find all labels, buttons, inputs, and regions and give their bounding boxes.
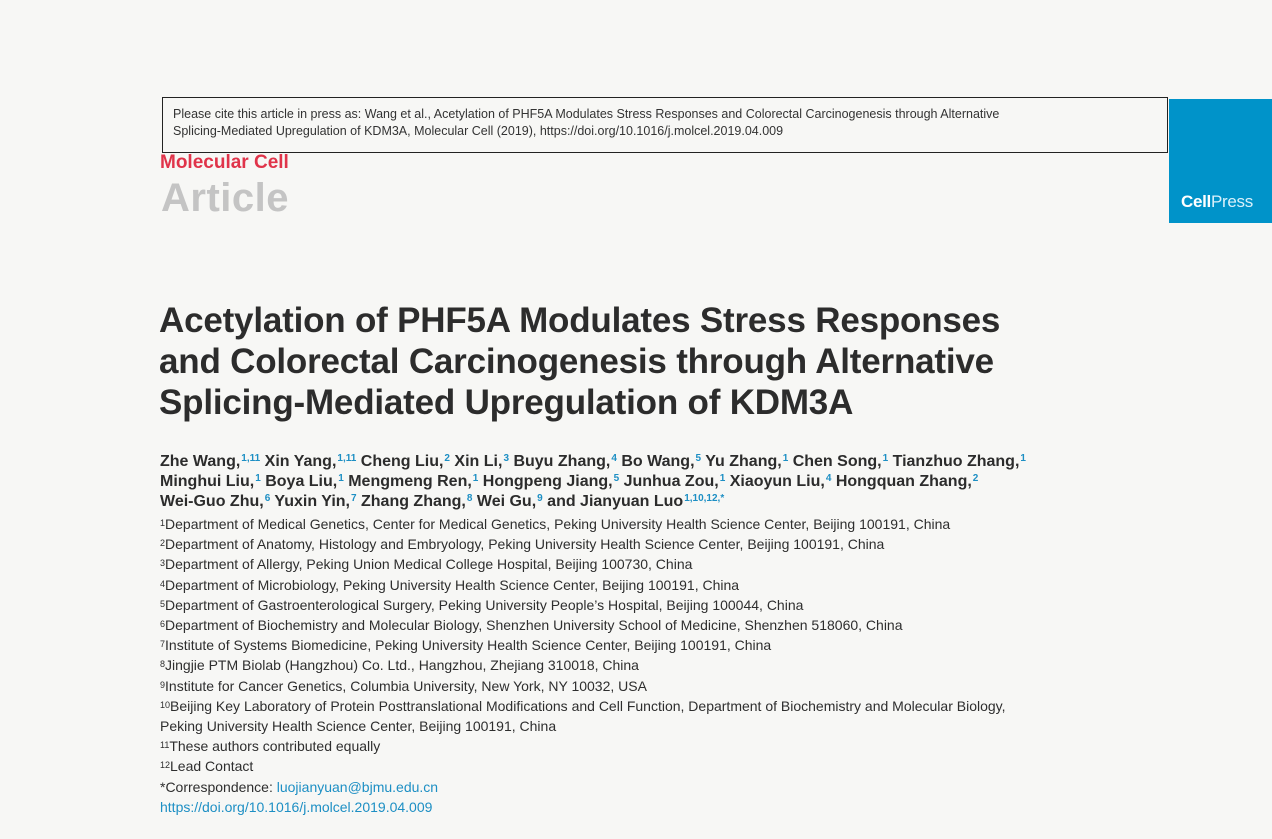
author-name: Yuxin Yin, <box>270 493 350 510</box>
author-name: Wei Gu, <box>472 493 537 510</box>
doi-link[interactable]: https://doi.org/10.1016/j.molcel.2019.04.009 <box>160 798 433 815</box>
author-affiliation-ref[interactable]: 1,11 <box>241 453 261 464</box>
author-affiliation-ref[interactable]: 1 <box>1020 453 1026 464</box>
author-name: and Jianyuan Luo <box>542 493 684 510</box>
author-name: Hongquan Zhang, <box>831 473 972 490</box>
author-name: Yu Zhang, <box>701 453 782 470</box>
author-affiliation-ref[interactable]: 9 <box>537 493 543 504</box>
affiliation-item <box>160 716 1170 736</box>
affiliation-text: These authors contributed equally <box>169 738 381 755</box>
author-affiliation-ref[interactable]: 1 <box>338 473 344 484</box>
author-name: Minghui Liu, <box>160 473 255 490</box>
affiliation-text: Peking University Health Science Center, Beijing 100191, China <box>160 718 557 735</box>
author-affiliation-ref[interactable]: 1 <box>719 473 726 484</box>
affiliation-item <box>160 756 1170 776</box>
affiliation-text: Department of Microbiology, Peking University Health Science Center, Beijing 100191, China <box>165 576 740 593</box>
author-name: Xin Li, <box>449 453 503 470</box>
author-affiliation-ref[interactable]: 1,10,12,* <box>684 493 725 504</box>
affiliation-list <box>160 514 1170 817</box>
author-line <box>160 452 1170 472</box>
author-name: Chen Song, <box>788 453 882 470</box>
author-affiliation-ref[interactable]: 5 <box>695 453 702 464</box>
affiliation-item <box>160 635 1170 655</box>
affiliation-number: 4 <box>160 578 166 589</box>
author-affiliation-ref[interactable]: 3 <box>503 453 509 464</box>
author-line <box>160 472 1170 492</box>
affiliation-number: 10 <box>160 699 171 710</box>
author-affiliation-ref[interactable]: 6 <box>264 493 271 504</box>
article-title <box>159 300 1159 423</box>
author-name: Wei-Guo Zhu, <box>160 493 264 510</box>
affiliation-number: 3 <box>160 558 166 569</box>
author-name: Hongpeng Jiang, <box>478 473 613 490</box>
affiliation-text: Institute of Systems Biomedicine, Peking University Health Science Center, Beijing 100191, China <box>165 637 772 654</box>
correspondence <box>160 777 1170 797</box>
author-name: Xin Yang, <box>260 453 337 470</box>
affiliation-text: Jingjie PTM Biolab (Hangzhou) Co. Ltd., Hangzhou, Zhejiang 310018, China <box>165 657 639 674</box>
doi-row <box>160 797 1170 817</box>
affiliation-text: Lead Contact <box>170 758 254 775</box>
affiliation-number: 5 <box>160 598 166 609</box>
affiliation-number: 9 <box>160 679 166 690</box>
affiliation-item <box>160 534 1170 554</box>
author-name: Tianzhuo Zhang, <box>888 453 1020 470</box>
author-affiliation-ref[interactable]: 7 <box>350 493 357 504</box>
affiliation-text: Department of Gastroenterological Surgery, Peking University People’s Hospital, Beijing 100044, China <box>165 596 804 613</box>
author-line <box>160 492 1170 512</box>
author-name: Xiaoyun Liu, <box>725 473 825 490</box>
author-affiliation-ref[interactable]: 5 <box>613 473 620 484</box>
author-name: Zhe Wang, <box>160 453 241 470</box>
author-affiliation-ref[interactable]: 1 <box>255 473 261 484</box>
author-affiliation-ref[interactable]: 4 <box>825 473 832 484</box>
affiliation-text: Beijing Key Laboratory of Protein Posttranslational Modifications and Cell Function, Department of Biochemistry and Molecular Biology, <box>170 697 1006 714</box>
citation-line-2: Splicing-Mediated Upregulation of KDM3A, Molecular Cell (2019), https://doi.org/10.1016/j.molcel.2019.04.009 <box>173 124 784 138</box>
affiliation-text: Department of Allergy, Peking Union Medical College Hospital, Beijing 100730, China <box>165 556 693 573</box>
article-type: Article <box>161 176 289 220</box>
author-name: Junhua Zou, <box>619 473 719 490</box>
affiliation-item <box>160 736 1170 756</box>
citation-notice <box>162 97 1168 153</box>
affiliation-item <box>160 676 1170 696</box>
affiliation-number: 2 <box>160 538 166 549</box>
author-name: Mengmeng Ren, <box>343 473 472 490</box>
author-affiliation-ref[interactable]: 1 <box>472 473 479 484</box>
affiliation-number: 12 <box>160 760 171 771</box>
affiliation-text: Department of Medical Genetics, Center for Medical Genetics, Peking University Health Science Center, Beijing 100191, China <box>165 516 951 532</box>
author-name: Cheng Liu, <box>356 453 444 470</box>
affiliation-item <box>160 514 1170 534</box>
affiliation-text: Department of Anatomy, Histology and Embryology, Peking University Health Science Center, Beijing 100191, China <box>165 536 885 553</box>
affiliation-number: 1 <box>160 518 166 528</box>
journal-name: Molecular Cell <box>160 152 289 173</box>
affiliation-item <box>160 595 1170 615</box>
affiliation-item <box>160 696 1170 716</box>
author-name: Bo Wang, <box>616 453 695 470</box>
author-affiliation-ref[interactable]: 8 <box>466 493 473 504</box>
author-name: Boya Liu, <box>260 473 338 490</box>
affiliation-item <box>160 554 1170 574</box>
author-list <box>160 452 1170 512</box>
affiliation-text: Department of Biochemistry and Molecular Biology, Shenzhen University School of Medicine, Shenzhen 518060, China <box>165 617 903 634</box>
author-affiliation-ref[interactable]: 4 <box>611 453 617 464</box>
affiliation-number: 7 <box>160 639 166 650</box>
title-line: Acetylation of PHF5A Modulates Stress Responses <box>159 301 1001 340</box>
correspondence-email-link[interactable]: luojianyuan@bjmu.edu.cn <box>276 778 439 795</box>
affiliation-text: Institute for Cancer Genetics, Columbia University, New York, NY 10032, USA <box>165 677 647 694</box>
affiliation-number: 8 <box>160 659 166 670</box>
cellpress-logo: CellPress <box>1181 192 1253 211</box>
author-affiliation-ref[interactable]: 2 <box>972 473 979 484</box>
author-affiliation-ref[interactable]: 1 <box>882 453 889 464</box>
author-affiliation-ref[interactable]: 1,11 <box>337 453 357 464</box>
affiliation-item <box>160 575 1170 595</box>
affiliation-item <box>160 615 1170 635</box>
author-name: Buyu Zhang, <box>509 453 611 470</box>
affiliation-item <box>160 655 1170 675</box>
affiliation-number: 6 <box>160 619 166 630</box>
author-affiliation-ref[interactable]: 2 <box>444 453 450 464</box>
citation-line-1: Please cite this article in press as: Wang et al., Acetylation of PHF5A Modulates Stress Responses and Colorectal Carcinogenesis through Alternative <box>173 107 1000 121</box>
title-line: Splicing-Mediated Upregulation of KDM3A <box>159 383 854 422</box>
title-line: and Colorectal Carcinogenesis through Alternative <box>159 342 994 381</box>
correspondence-label: *Correspondence: <box>160 778 277 795</box>
author-affiliation-ref[interactable]: 1 <box>782 453 789 464</box>
author-name: Zhang Zhang, <box>356 493 466 510</box>
affiliation-number: 11 <box>160 740 170 751</box>
